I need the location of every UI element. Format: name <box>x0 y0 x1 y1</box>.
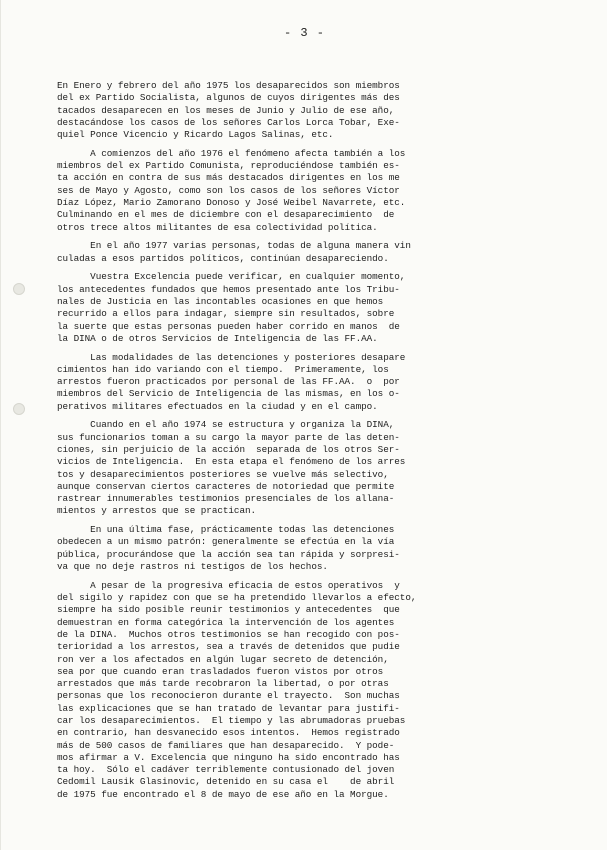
text-line: ta hoy. Sólo el cadáver terriblemente contusionado del joven <box>57 764 395 776</box>
text-line: ta acción en contra de sus más destacados dirigentes en los me <box>57 172 400 184</box>
text-line: ciones, sin perjuicio de la acción separada de los otros Ser- <box>57 443 400 455</box>
text-line: nales de Justicia en las incontables ocasiones en que hemos <box>57 295 384 307</box>
document-body <box>57 80 521 807</box>
text-line: sea por que cuando eran trasladados fueron vistos por otros <box>57 665 384 677</box>
text-line: de 1975 fue encontrado el 8 de mayo de ese año en la Morgue. <box>57 788 389 800</box>
text-line: Culminando en el mes de diciembre con el desaparecimiento de <box>57 209 395 221</box>
text-line: A comienzos del año 1976 el fenómeno afecta también a los <box>57 147 406 159</box>
paragraph <box>57 271 521 345</box>
text-line: En Enero y febrero del año 1975 los desaparecidos son miembros <box>57 80 400 91</box>
text-line: recurrido a ellos para indagar, siempre sin resultados, sobre <box>57 308 395 320</box>
text-line: sus funcionarios toman a su cargo la mayor parte de las deten- <box>57 431 400 443</box>
text-line: del sigilo y rapidez con que se ha pretendido llevarlos a efecto, <box>57 592 417 604</box>
text-line: de la DINA. Muchos otros testimonios se han recogido con pos- <box>57 628 400 640</box>
text-line: tos y desaparecimientos posteriores se vuelve más selectivo, <box>57 468 389 480</box>
text-line: demuestran en forma categórica la intervención de los agentes <box>57 616 395 628</box>
text-line: obedecen a un mismo patrón: generalmente se efectúa en la vía <box>57 536 395 548</box>
text-line: ses de Mayo y Agosto, como son los casos de los señores Víctor <box>57 184 400 196</box>
text-line: cimientos han ido variando con el tiempo. Primeramente, los <box>57 363 389 375</box>
page-number: - 3 - <box>283 26 325 40</box>
text-line: Las modalidades de las detenciones y posteriores desapare <box>57 351 406 363</box>
text-line: personas que los reconocieron durante el trayecto. Son muchas <box>57 690 400 702</box>
text-line: En el año 1977 varias personas, todas de alguna manera vin <box>57 240 411 252</box>
punch-hole-bottom <box>13 403 25 415</box>
text-line: mientos y arrestos que se practican. <box>57 505 257 517</box>
text-line: Díaz López, Mario Zamorano Donoso y José Weibel Navarrete, etc. <box>57 197 406 209</box>
paragraph <box>57 524 521 573</box>
text-line: arrestados que más tarde recobraron la libertad, o por otras <box>57 678 389 690</box>
text-line: Cuando en el año 1974 se estructura y organiza la DINA, <box>57 419 395 431</box>
text-line: los antecedentes fundados que hemos presentado ante los Tribu- <box>57 283 400 295</box>
text-line: culadas a esos partidos políticos, continúan desapareciendo. <box>57 252 389 264</box>
text-line: la suerte que estas personas pueden haber corrido en manos de <box>57 320 400 332</box>
text-line: Vuestra Excelencia puede verificar, en cualquier momento, <box>57 271 406 283</box>
paragraph <box>57 148 521 234</box>
paragraph <box>57 80 521 141</box>
text-line: car los desaparecimientos. El tiempo y las abrumadoras pruebas <box>57 714 406 726</box>
text-line: vicios de Inteligencia. En esta etapa el fenómeno de los arres <box>57 456 406 468</box>
text-line: más de 500 casos de familiares que han desaparecido. Y pode- <box>57 739 395 751</box>
text-line: va que no deje rastros ni testigos de los hechos. <box>57 561 328 573</box>
text-line: del ex Partido Socialista, algunos de cuyos dirigentes más des <box>57 92 400 104</box>
text-line: las explicaciones que se han tratado de levantar para justifi- <box>57 702 400 714</box>
text-line: miembros del Servicio de Inteligencia de las mismas, en los o- <box>57 388 400 400</box>
text-line: arrestos fueron practicados por personal de las FF.AA. o por <box>57 376 400 388</box>
paragraph <box>57 240 521 265</box>
text-line: pública, procurándose que la acción sea tan rápida y sorpresi- <box>57 548 400 560</box>
text-line: mos afirmar a V. Excelencia que ninguno ha sido encontrado has <box>57 751 400 763</box>
text-line: en contrario, han desvanecido esos intentos. Hemos registrado <box>57 727 400 739</box>
punch-hole-top <box>13 283 25 295</box>
text-line: rastrear innumerables testimonios presenciales de los allana- <box>57 493 395 505</box>
text-line: quiel Ponce Vicencio y Ricardo Lagos Salinas, etc. <box>57 129 334 141</box>
text-line: miembros del ex Partido Comunista, reproduciéndose también es- <box>57 160 400 172</box>
text-line: siempre ha sido posible reunir testimonios y antecedentes que <box>57 604 400 616</box>
text-line: A pesar de la progresiva eficacia de estos operativos y <box>57 579 400 591</box>
text-line: Cedomil Lausik Glasinovic, detenido en su casa el de abril <box>57 776 395 788</box>
text-line: terioridad a los arrestos, sea a través de detenidos que pudie <box>57 641 400 653</box>
text-line: tacados desaparecen en los meses de Junio y Julio de ese año, <box>57 104 395 116</box>
paragraph <box>57 580 521 801</box>
paragraph <box>57 352 521 413</box>
text-line: otros trece altos militantes de esa colectividad política. <box>57 221 378 233</box>
text-line: ron ver a los afectados en algún lugar secreto de detención, <box>57 653 389 665</box>
paragraph <box>57 419 521 517</box>
text-line: la DINA o de otros Servicios de Inteligencia de las FF.AA. <box>57 332 378 344</box>
text-line: destacándose los casos de los señores Carlos Lorca Tobar, Exe- <box>57 116 400 128</box>
text-line: aunque conservan ciertos caracteres de notoriedad que permite <box>57 480 395 492</box>
text-line: En una última fase, prácticamente todas las detenciones <box>57 524 395 536</box>
text-line: perativos militares efectuados en la ciudad y en el campo. <box>57 400 378 412</box>
